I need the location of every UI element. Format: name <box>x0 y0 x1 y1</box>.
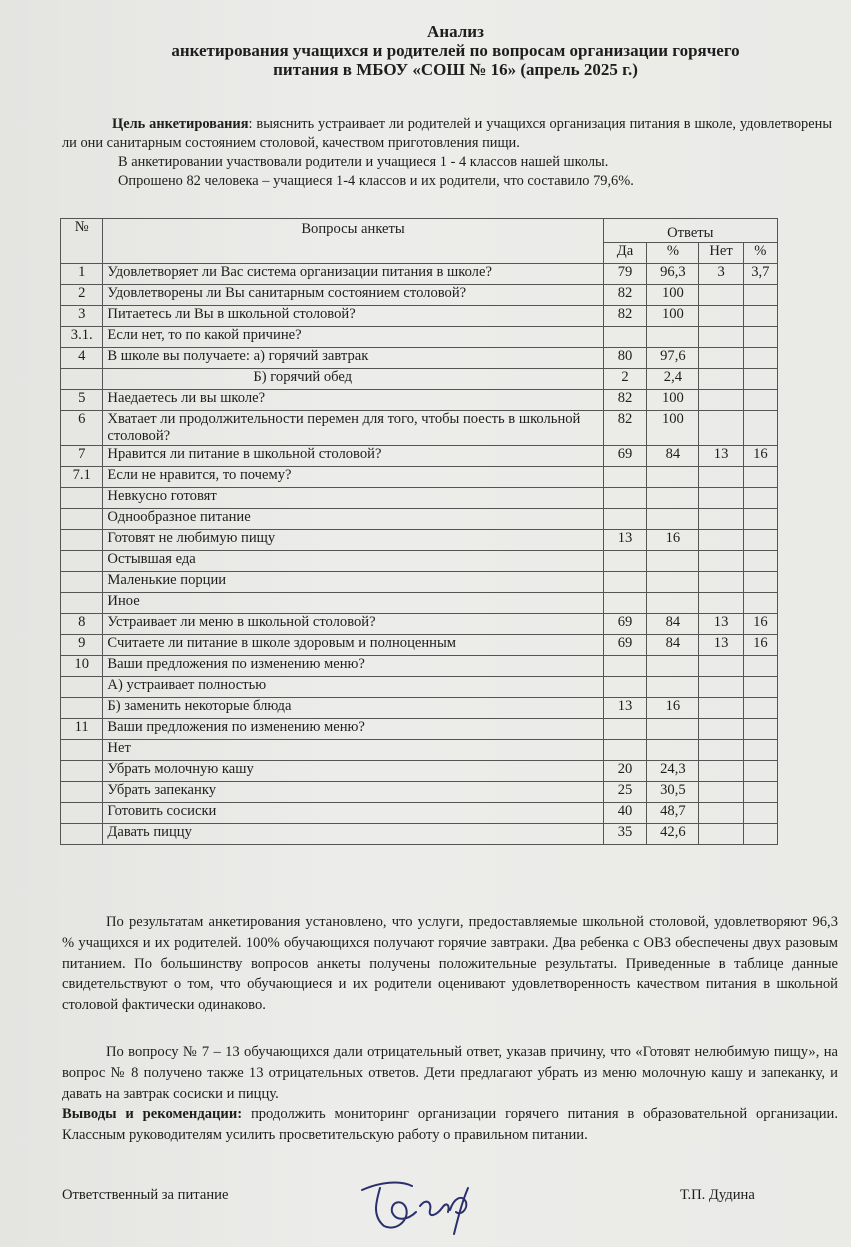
question-cell: Ваши предложения по изменению меню? <box>103 656 603 677</box>
row-number-cell: 6 <box>61 411 103 446</box>
question-cell: Маленькие порции <box>103 572 603 593</box>
yes-percent-cell: 30,5 <box>647 782 699 803</box>
responsible-name: Т.П. Дудина <box>680 1187 755 1203</box>
document-subtitle-line1: анкетирования учащихся и родителей по вопросам организации горячего <box>171 41 740 60</box>
yes-percent-cell: 84 <box>647 446 699 467</box>
table-row <box>61 369 778 390</box>
yes-count-cell <box>603 656 647 677</box>
no-count-cell <box>699 740 743 761</box>
no-percent-cell: 16 <box>743 446 777 467</box>
question-cell: Б) заменить некоторые блюда <box>103 698 603 719</box>
header-answers: Ответы <box>603 219 777 243</box>
yes-percent-cell <box>647 593 699 614</box>
table-row <box>61 467 778 488</box>
question-cell: Устраивает ли меню в школьной столовой? <box>103 614 603 635</box>
yes-percent-cell: 2,4 <box>647 369 699 390</box>
no-percent-cell <box>743 803 777 824</box>
no-count-cell: 13 <box>699 446 743 467</box>
no-count-cell <box>699 306 743 327</box>
table-row <box>61 446 778 467</box>
row-number-cell: 8 <box>61 614 103 635</box>
question-cell: Ваши предложения по изменению меню? <box>103 719 603 740</box>
conclusion-paragraph <box>62 1104 838 1146</box>
header-questions: Вопросы анкеты <box>103 219 603 264</box>
table-row <box>61 593 778 614</box>
table-row <box>61 719 778 740</box>
table-row <box>61 327 778 348</box>
goal-label: Цель анкетирования <box>112 116 249 132</box>
table-row <box>61 803 778 824</box>
yes-percent-cell <box>647 509 699 530</box>
question-cell: Иное <box>103 593 603 614</box>
yes-percent-cell: 48,7 <box>647 803 699 824</box>
yes-count-cell <box>603 572 647 593</box>
yes-count-cell <box>603 677 647 698</box>
row-number-cell <box>61 740 103 761</box>
yes-percent-cell <box>647 656 699 677</box>
no-percent-cell <box>743 656 777 677</box>
table-row <box>61 782 778 803</box>
yes-count-cell: 13 <box>603 530 647 551</box>
yes-count-cell: 25 <box>603 782 647 803</box>
no-count-cell <box>699 348 743 369</box>
yes-percent-cell: 42,6 <box>647 824 699 845</box>
question-cell: Готовить сосиски <box>103 803 603 824</box>
no-count-cell <box>699 390 743 411</box>
yes-percent-cell: 97,6 <box>647 348 699 369</box>
header-no: Нет <box>699 243 743 264</box>
row-number-cell: 7.1 <box>61 467 103 488</box>
yes-count-cell <box>603 488 647 509</box>
table-row <box>61 656 778 677</box>
no-count-cell <box>699 327 743 348</box>
header-num: № <box>61 219 103 264</box>
no-count-cell: 3 <box>699 264 743 285</box>
yes-count-cell: 82 <box>603 411 647 446</box>
question-cell: Нет <box>103 740 603 761</box>
row-number-cell <box>61 782 103 803</box>
yes-count-cell: 69 <box>603 635 647 656</box>
row-number-cell: 3 <box>61 306 103 327</box>
table-row <box>61 348 778 369</box>
participants-line: В анкетировании участвовали родители и учащиеся 1 - 4 классов нашей школы. <box>118 154 609 170</box>
no-count-cell: 13 <box>699 635 743 656</box>
question-cell: Если нет, то по какой причине? <box>103 327 603 348</box>
no-count-cell <box>699 411 743 446</box>
question-cell: Считаете ли питание в школе здоровым и полноценным <box>103 635 603 656</box>
no-percent-cell <box>743 411 777 446</box>
row-number-cell: 4 <box>61 348 103 369</box>
no-count-cell <box>699 593 743 614</box>
question-cell: Готовят не любимую пищу <box>103 530 603 551</box>
table-row <box>61 698 778 719</box>
no-count-cell <box>699 803 743 824</box>
no-percent-cell: 3,7 <box>743 264 777 285</box>
row-number-cell <box>61 803 103 824</box>
question-cell: Убрать запеканку <box>103 782 603 803</box>
yes-percent-cell <box>647 719 699 740</box>
yes-count-cell <box>603 551 647 572</box>
yes-count-cell: 20 <box>603 761 647 782</box>
goal-text: : выяснить устраивает ли родителей и учащихся организация питания в школе, удовлетворены ли они санитарным состоянием столовой, качеством приготовления пищи. <box>62 116 832 151</box>
row-number-cell <box>61 369 103 390</box>
conclusion-label: Выводы и рекомендации: <box>62 1106 243 1122</box>
yes-percent-cell: 24,3 <box>647 761 699 782</box>
no-percent-cell <box>743 509 777 530</box>
no-percent-cell <box>743 327 777 348</box>
no-count-cell <box>699 509 743 530</box>
table-row <box>61 740 778 761</box>
table-row <box>61 761 778 782</box>
row-number-cell <box>61 761 103 782</box>
question-cell: Наедаетесь ли вы школе? <box>103 390 603 411</box>
table-row <box>61 509 778 530</box>
question-cell: Давать пиццу <box>103 824 603 845</box>
no-percent-cell <box>743 593 777 614</box>
yes-count-cell: 35 <box>603 824 647 845</box>
question-cell: Убрать молочную кашу <box>103 761 603 782</box>
yes-count-cell: 80 <box>603 348 647 369</box>
yes-percent-cell: 16 <box>647 698 699 719</box>
table-row <box>61 264 778 285</box>
row-number-cell <box>61 488 103 509</box>
no-percent-cell: 16 <box>743 614 777 635</box>
question-cell: Удовлетворяет ли Вас система организации питания в школе? <box>103 264 603 285</box>
question-cell: Удовлетворены ли Вы санитарным состоянием столовой? <box>103 285 603 306</box>
no-count-cell <box>699 369 743 390</box>
header-yes-pct: % <box>647 243 699 264</box>
no-percent-cell <box>743 761 777 782</box>
goal-paragraph <box>62 115 832 153</box>
yes-count-cell: 2 <box>603 369 647 390</box>
no-count-cell <box>699 530 743 551</box>
responsible-label: Ответственный за питание <box>62 1187 229 1203</box>
row-number-cell <box>61 572 103 593</box>
no-count-cell <box>699 572 743 593</box>
no-count-cell <box>699 782 743 803</box>
yes-percent-cell: 100 <box>647 306 699 327</box>
yes-count-cell: 82 <box>603 390 647 411</box>
row-number-cell <box>61 593 103 614</box>
results-paragraph-1: По результатам анкетирования установлено, что услуги, предоставляемые школьной столовой, удовлетворяют 96,3 % учащихся и их родителей. 100% обучающихся получают горячие завтраки. Два ребенка с ОВЗ обеспечены двух разовым питанием. По большинству вопросов анкеты получены положительные результаты. Приведенные в таблице данные свидетельствуют о том, что обучающиеся и их родители оценивают удовлетворенность качеством питания в школьной столовой фактически одинаково. <box>62 914 838 1014</box>
results-paragraph-2: По вопросу № 7 – 13 обучающихся дали отрицательный ответ, указав причину, что «Готовят нелюбимую пищу», на вопрос № 8 получено также 13 отрицательных ответов. Дети предлагают убрать из меню молочную кашу и запеканку, и давать на завтрак сосиски и пиццу. <box>62 1044 838 1102</box>
question-cell: Б) горячий обед <box>103 369 603 390</box>
surveyed-line: Опрошено 82 человека – учащиеся 1-4 классов и их родители, что составило 79,6%. <box>118 173 634 189</box>
row-number-cell <box>61 530 103 551</box>
no-count-cell: 13 <box>699 614 743 635</box>
row-number-cell <box>61 824 103 845</box>
yes-percent-cell <box>647 327 699 348</box>
row-number-cell: 5 <box>61 390 103 411</box>
row-number-cell: 7 <box>61 446 103 467</box>
table-row <box>61 551 778 572</box>
no-percent-cell <box>743 390 777 411</box>
yes-count-cell <box>603 327 647 348</box>
yes-percent-cell: 96,3 <box>647 264 699 285</box>
yes-count-cell <box>603 467 647 488</box>
row-number-cell: 9 <box>61 635 103 656</box>
no-percent-cell <box>743 824 777 845</box>
yes-percent-cell <box>647 488 699 509</box>
table-header-row <box>61 219 778 243</box>
yes-count-cell <box>603 740 647 761</box>
yes-percent-cell <box>647 572 699 593</box>
question-cell: Нравится ли питание в школьной столовой? <box>103 446 603 467</box>
no-percent-cell: 16 <box>743 635 777 656</box>
no-percent-cell <box>743 285 777 306</box>
yes-percent-cell <box>647 551 699 572</box>
yes-count-cell: 82 <box>603 306 647 327</box>
no-count-cell <box>699 677 743 698</box>
no-percent-cell <box>743 369 777 390</box>
yes-percent-cell: 100 <box>647 390 699 411</box>
no-percent-cell <box>743 348 777 369</box>
table-row <box>61 677 778 698</box>
yes-count-cell: 69 <box>603 446 647 467</box>
no-percent-cell <box>743 530 777 551</box>
no-percent-cell <box>743 782 777 803</box>
signature-image <box>350 1168 490 1238</box>
question-cell: Если не нравится, то почему? <box>103 467 603 488</box>
table-row <box>61 824 778 845</box>
table-row <box>61 390 778 411</box>
no-count-cell <box>699 698 743 719</box>
no-count-cell <box>699 824 743 845</box>
no-count-cell <box>699 656 743 677</box>
yes-count-cell <box>603 719 647 740</box>
row-number-cell: 2 <box>61 285 103 306</box>
yes-percent-cell: 100 <box>647 285 699 306</box>
document-title: Анализ <box>427 22 484 41</box>
question-cell: Хватает ли продолжительности перемен для того, чтобы поесть в школьной столовой? <box>103 411 603 446</box>
no-count-cell <box>699 488 743 509</box>
yes-percent-cell: 100 <box>647 411 699 446</box>
row-number-cell: 1 <box>61 264 103 285</box>
question-cell: Остывшая еда <box>103 551 603 572</box>
no-count-cell <box>699 285 743 306</box>
yes-count-cell <box>603 593 647 614</box>
table-row <box>61 411 778 446</box>
row-number-cell: 3.1. <box>61 327 103 348</box>
yes-count-cell <box>603 509 647 530</box>
table-row <box>61 614 778 635</box>
no-count-cell <box>699 719 743 740</box>
yes-percent-cell <box>647 677 699 698</box>
no-percent-cell <box>743 488 777 509</box>
yes-percent-cell <box>647 467 699 488</box>
conclusion-text: продолжить мониторинг организации горячего питания в образовательной организации. Классным руководителям усилить просветительскую работу о правильном питании. <box>62 1106 838 1143</box>
no-percent-cell <box>743 677 777 698</box>
row-number-cell <box>61 509 103 530</box>
header-no-pct: % <box>743 243 777 264</box>
no-percent-cell <box>743 551 777 572</box>
table-row <box>61 572 778 593</box>
document-subtitle-line2: питания в МБОУ «СОШ № 16» (апрель 2025 г.) <box>273 60 638 79</box>
no-count-cell <box>699 551 743 572</box>
yes-percent-cell: 16 <box>647 530 699 551</box>
question-cell: Питаетесь ли Вы в школьной столовой? <box>103 306 603 327</box>
yes-percent-cell <box>647 740 699 761</box>
question-cell: Однообразное питание <box>103 509 603 530</box>
row-number-cell <box>61 698 103 719</box>
yes-count-cell: 79 <box>603 264 647 285</box>
question-cell: А) устраивает полностью <box>103 677 603 698</box>
row-number-cell: 10 <box>61 656 103 677</box>
table-row <box>61 285 778 306</box>
yes-count-cell: 13 <box>603 698 647 719</box>
no-percent-cell <box>743 698 777 719</box>
no-percent-cell <box>743 306 777 327</box>
yes-count-cell: 82 <box>603 285 647 306</box>
no-percent-cell <box>743 740 777 761</box>
question-cell: Невкусно готовят <box>103 488 603 509</box>
yes-percent-cell: 84 <box>647 614 699 635</box>
no-percent-cell <box>743 719 777 740</box>
survey-table <box>60 218 778 845</box>
row-number-cell <box>61 551 103 572</box>
row-number-cell: 11 <box>61 719 103 740</box>
no-count-cell <box>699 761 743 782</box>
yes-count-cell: 40 <box>603 803 647 824</box>
table-row <box>61 488 778 509</box>
yes-percent-cell: 84 <box>647 635 699 656</box>
no-count-cell <box>699 467 743 488</box>
table-row <box>61 306 778 327</box>
no-percent-cell <box>743 572 777 593</box>
table-row <box>61 635 778 656</box>
no-percent-cell <box>743 467 777 488</box>
table-row <box>61 530 778 551</box>
question-cell: В школе вы получаете: а) горячий завтрак <box>103 348 603 369</box>
yes-count-cell: 69 <box>603 614 647 635</box>
row-number-cell <box>61 677 103 698</box>
header-yes: Да <box>603 243 647 264</box>
